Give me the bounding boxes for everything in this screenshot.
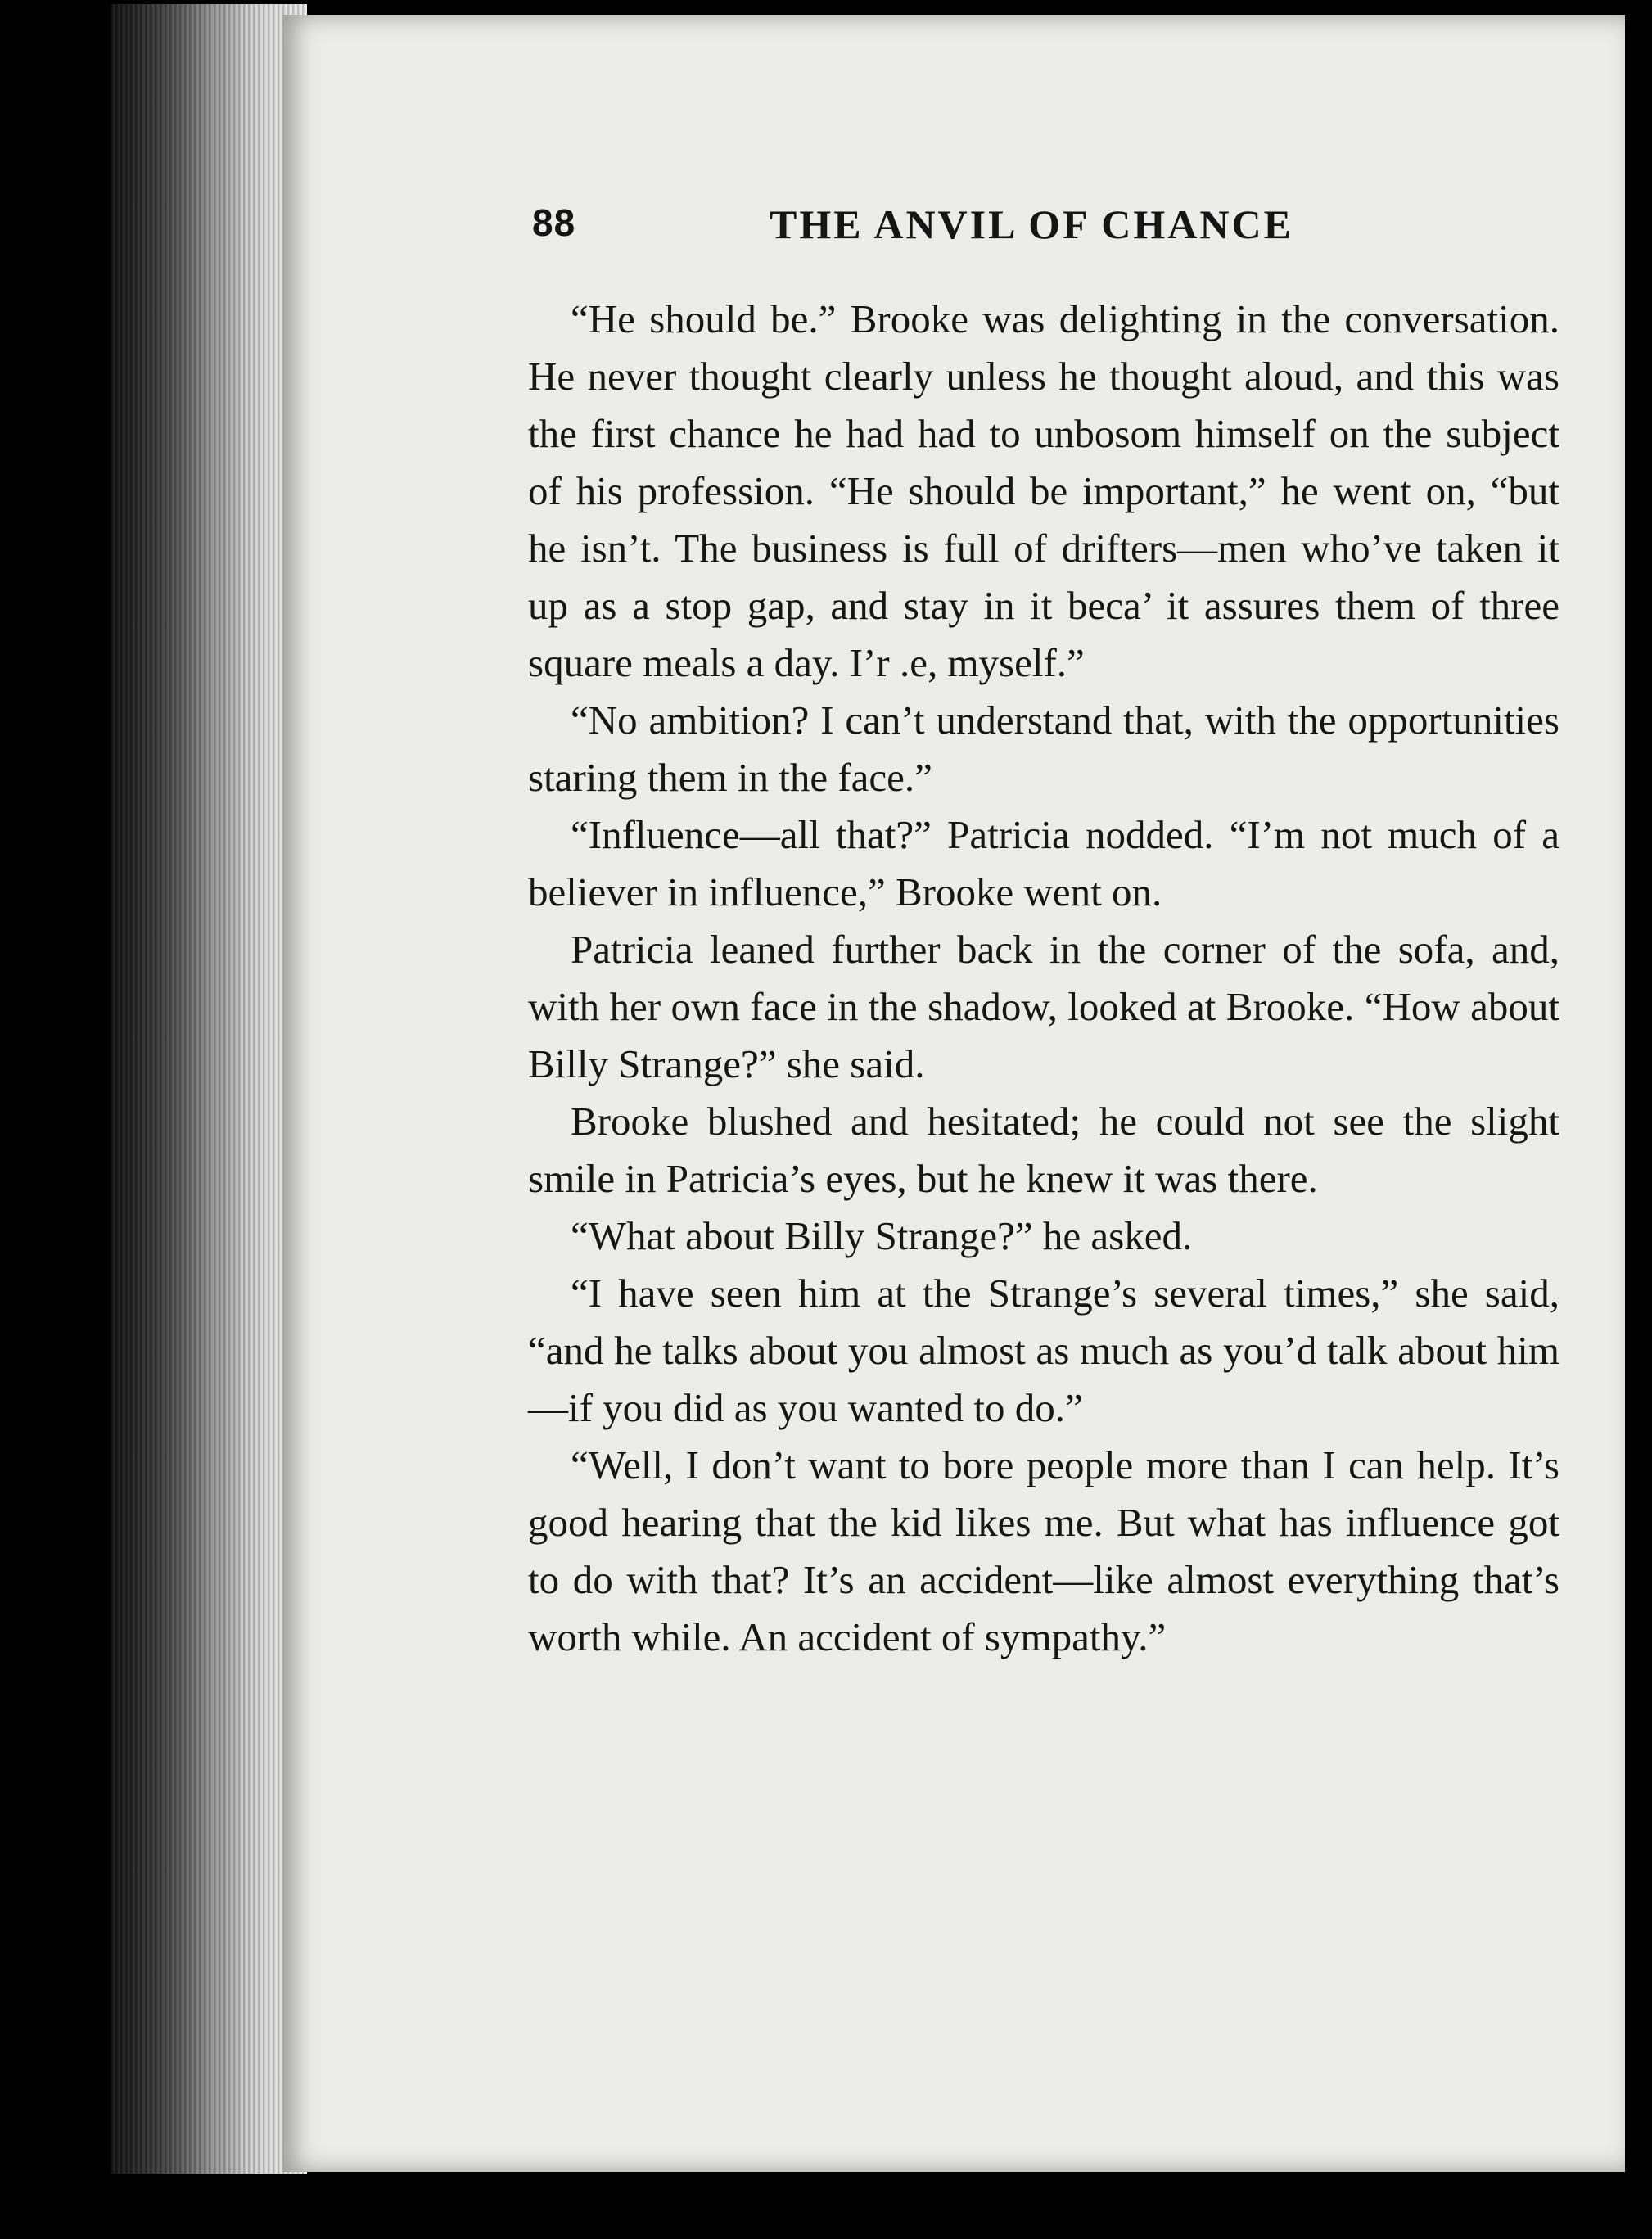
paragraph: Patricia leaned further back in the corner of the sofa, and, with her own face in the shadow, looked at Brooke. “How about Billy Strange?” she said.	[528, 927, 1559, 1086]
book-title: THE ANVIL OF CHANCE	[770, 201, 1293, 247]
paragraph: “He should be.” Brooke was delighting in the conversation. He never thought clearly unless he thought aloud, and this was the first chance he had had to unbosom himself on the subject of his profession. “He should be important,” he went on, “but he isn’t. The business is full of drifters—men who’ve taken it up as a stop gap, and stay in it beca’ it assures them of three square meals a day. I’r .e, myself.”	[528, 296, 1559, 685]
paragraph: “No ambition? I can’t understand that, with the opportunities staring them in the face.”	[528, 697, 1559, 800]
paragraph: “I have seen him at the Strange’s several times,” she said, “and he talks about you almost as much as you’d talk about him—if you did as you wanted to do.”	[528, 1271, 1559, 1430]
paragraph: Brooke blushed and hesitated; he could not see the slight smile in Patricia’s eyes, but he knew it was there.	[528, 1099, 1559, 1201]
paragraph: “Influence—all that?” Patricia nodded. “I’m not much of a believer in influence,” Brooke went on.	[528, 812, 1559, 914]
page-number: 88	[532, 201, 576, 244]
book-page-edges	[111, 4, 307, 2174]
running-head	[532, 201, 1564, 266]
paragraph: “Well, I don’t want to bore people more than I can help. It’s good hearing that the kid likes me. But what has influence got to do with that? It’s an accident—like almost everything that’s worth while. An accident of sympathy.”	[528, 1442, 1559, 1659]
body-text	[528, 291, 1559, 1666]
paragraph: “What about Billy Strange?” he asked.	[571, 1213, 1193, 1258]
